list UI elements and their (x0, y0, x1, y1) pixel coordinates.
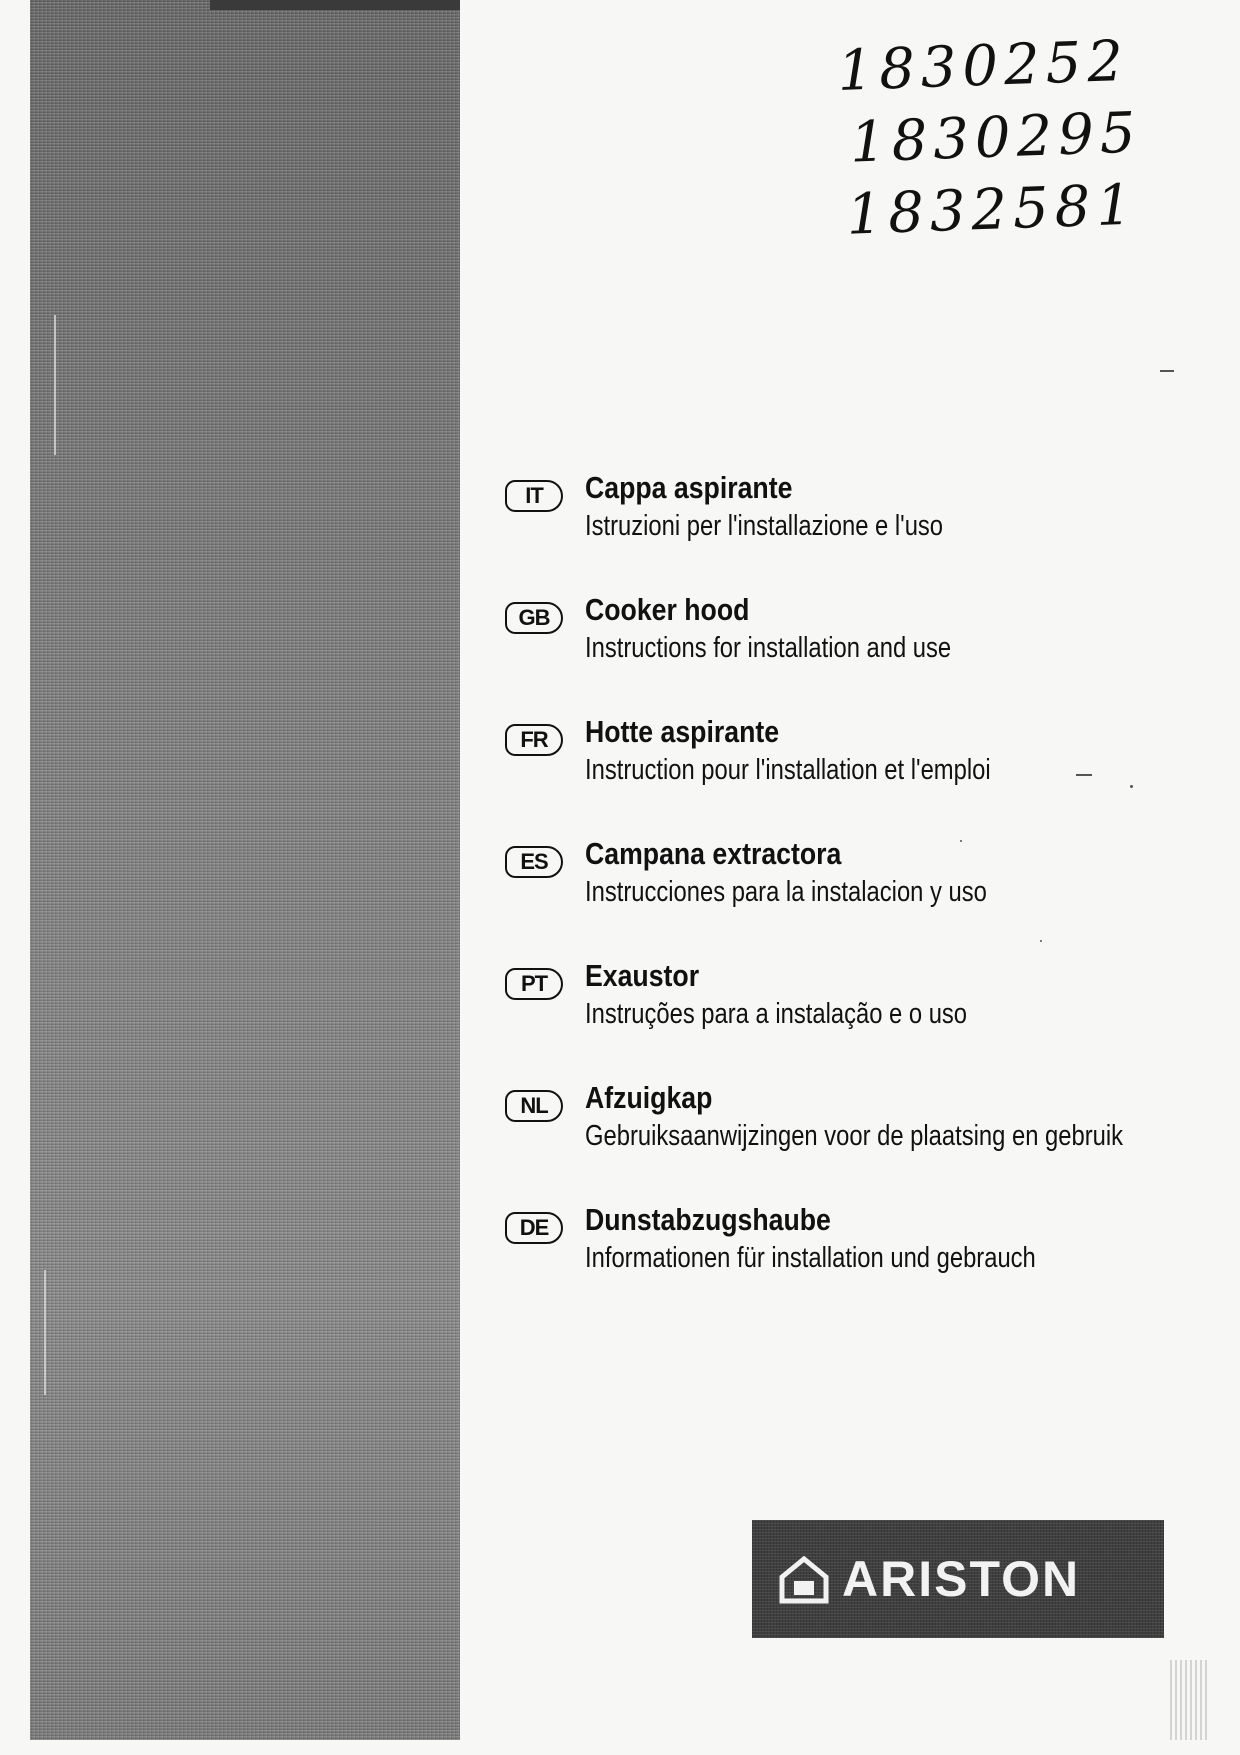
decorative-grey-band (30, 0, 460, 1740)
band-highlight-line (54, 315, 56, 455)
instructions-subtitle: Instructions for installation and use (585, 632, 952, 664)
country-code-badge: ES (505, 846, 563, 878)
scan-mark (1076, 774, 1092, 776)
language-entry-gb (505, 592, 1205, 714)
band-highlight-line (44, 1270, 46, 1395)
country-code-badge: FR (505, 724, 563, 756)
country-code-badge: GB (505, 602, 563, 634)
brand-name: ARISTON (842, 1551, 1081, 1607)
instructions-subtitle: Instruções para a instalação e o uso (585, 998, 968, 1030)
instructions-subtitle: Informationen für installation und gebrauch (585, 1242, 1036, 1274)
scan-edge-noise (1170, 1660, 1210, 1740)
scan-mark (1040, 940, 1042, 942)
instructions-subtitle: Gebruiksaanwijzingen voor de plaatsing en gebruik (585, 1120, 1124, 1152)
country-code-badge: PT (505, 968, 563, 1000)
language-entry-de (505, 1202, 1205, 1324)
band-top-strip (210, 0, 460, 10)
ariston-logo (752, 1520, 1164, 1638)
product-title: Hotte aspirante (585, 714, 780, 749)
country-code-badge: NL (505, 1090, 563, 1122)
product-title: Afzuigkap (585, 1080, 713, 1115)
product-title: Cooker hood (585, 592, 750, 627)
instructions-subtitle: Instrucciones para la instalacion y uso (585, 876, 987, 908)
scan-mark (960, 840, 962, 842)
product-title: Campana extractora (585, 836, 842, 871)
part-number: 1832581 (845, 172, 1139, 248)
language-entry-es (505, 836, 1205, 958)
scan-mark (1130, 785, 1133, 788)
language-entry-nl (505, 1080, 1205, 1202)
scan-mark (1160, 370, 1174, 372)
country-code-badge: IT (505, 480, 563, 512)
language-list (505, 470, 1205, 1324)
house-icon (778, 1553, 830, 1605)
language-entry-pt (505, 958, 1205, 1080)
instructions-subtitle: Instruction pour l'installation et l'emploi (585, 754, 991, 786)
product-title: Exaustor (585, 958, 700, 993)
handwritten-part-numbers (836, 24, 1183, 252)
part-number: 1830252 (836, 28, 1130, 104)
country-code-badge: DE (505, 1212, 563, 1244)
language-entry-fr (505, 714, 1205, 836)
product-title: Cappa aspirante (585, 470, 793, 505)
part-number: 1830295 (848, 100, 1143, 176)
language-entry-it (505, 470, 1205, 592)
instructions-subtitle: Istruzioni per l'installazione e l'uso (585, 510, 944, 542)
product-title: Dunstabzugshaube (585, 1202, 831, 1237)
